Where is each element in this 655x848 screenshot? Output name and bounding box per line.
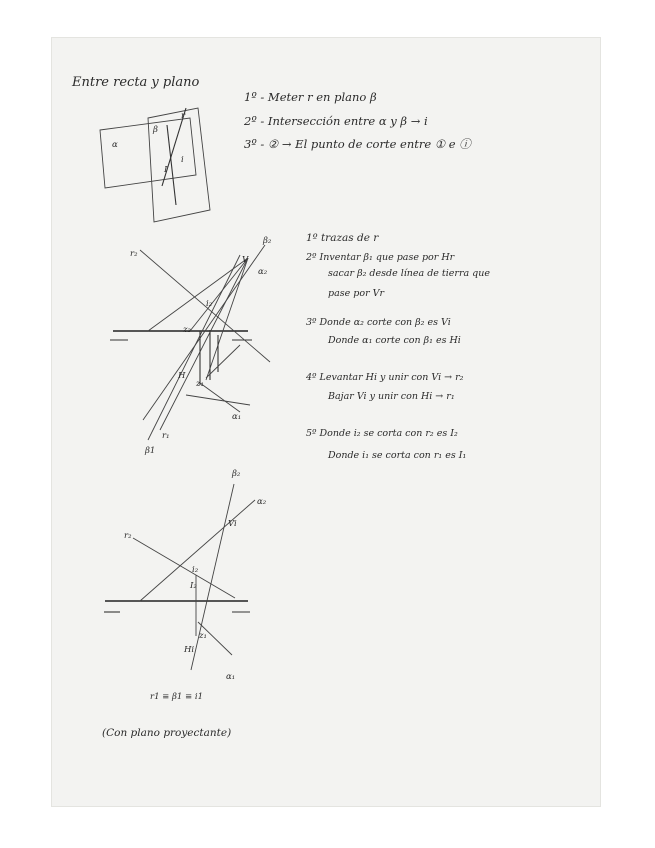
d1-label-r1: r₁ <box>162 431 170 441</box>
d1-label-alpha1: α₁ <box>232 412 242 422</box>
note-2c: pase por Vr <box>328 288 385 299</box>
note-2: 2º Inventar β₁ que pase por Hr <box>306 252 455 263</box>
diagram-2 <box>104 484 255 670</box>
d2-label-i2: i₂ <box>192 565 199 575</box>
sketch-label-I: I <box>164 165 168 175</box>
sketch-label-i: i <box>181 155 184 165</box>
d2-label-alpha1: α₁ <box>226 672 236 682</box>
d2-label-r2: r₂ <box>124 531 132 541</box>
d1-label-v: V <box>242 255 249 265</box>
page-title: Entre recta y plano <box>72 75 200 90</box>
d2-label-bottom: r1 ≡ β1 ≡ i1 <box>150 692 203 702</box>
step-2: 2º - Intersección entre α y β → i <box>244 114 428 128</box>
note-2b: sacar β₂ desde línea de tierra que <box>328 268 490 279</box>
diagram-1 <box>110 245 270 440</box>
d1-label-z2: z₂ <box>183 325 191 335</box>
d1-label-alpha2: α₂ <box>258 267 268 277</box>
d1-label-beta2: β₂ <box>263 236 272 246</box>
note-4: 4º Levantar Hi y unir con Vi → r₂ <box>306 372 464 383</box>
note-5: 5º Donde i₂ se corta con r₂ es I₂ <box>306 428 458 439</box>
d1-label-beta1: β1 <box>145 446 156 456</box>
d1-label-z1: z₁ <box>196 379 204 389</box>
step-1: 1º - Meter r en plano β <box>244 90 377 104</box>
note-1: 1º trazas de r <box>306 232 379 244</box>
footer-caption: (Con plano proyectante) <box>102 727 232 739</box>
sketch-label-beta: β <box>153 125 158 135</box>
d2-label-v: Vi <box>228 519 237 529</box>
note-5b: Donde i₁ se corta con r₁ es I₁ <box>328 450 467 461</box>
note-3: 3º Donde α₂ corte con β₂ es Vi <box>306 317 451 328</box>
step-3: 3º - ② → El punto de corte entre ① e ⓘ <box>244 137 471 151</box>
d2-label-I2: I₂ <box>190 581 197 591</box>
d1-label-i2: i₂ <box>206 299 213 309</box>
sketch-label-alpha: α <box>112 140 118 150</box>
d2-label-z1: z₁ <box>199 631 207 641</box>
d2-label-beta2: β₂ <box>232 469 241 479</box>
d1-label-h: H <box>178 371 186 381</box>
sketch-label-r: r <box>181 111 186 121</box>
d1-label-r2: r₂ <box>130 249 138 259</box>
note-4b: Bajar Vi y unir con Hi → r₁ <box>328 391 455 402</box>
d2-label-h: Hi <box>184 645 195 655</box>
note-3b: Donde α₁ corte con β₁ es Hi <box>328 335 461 346</box>
d2-label-alpha2: α₂ <box>257 497 267 507</box>
